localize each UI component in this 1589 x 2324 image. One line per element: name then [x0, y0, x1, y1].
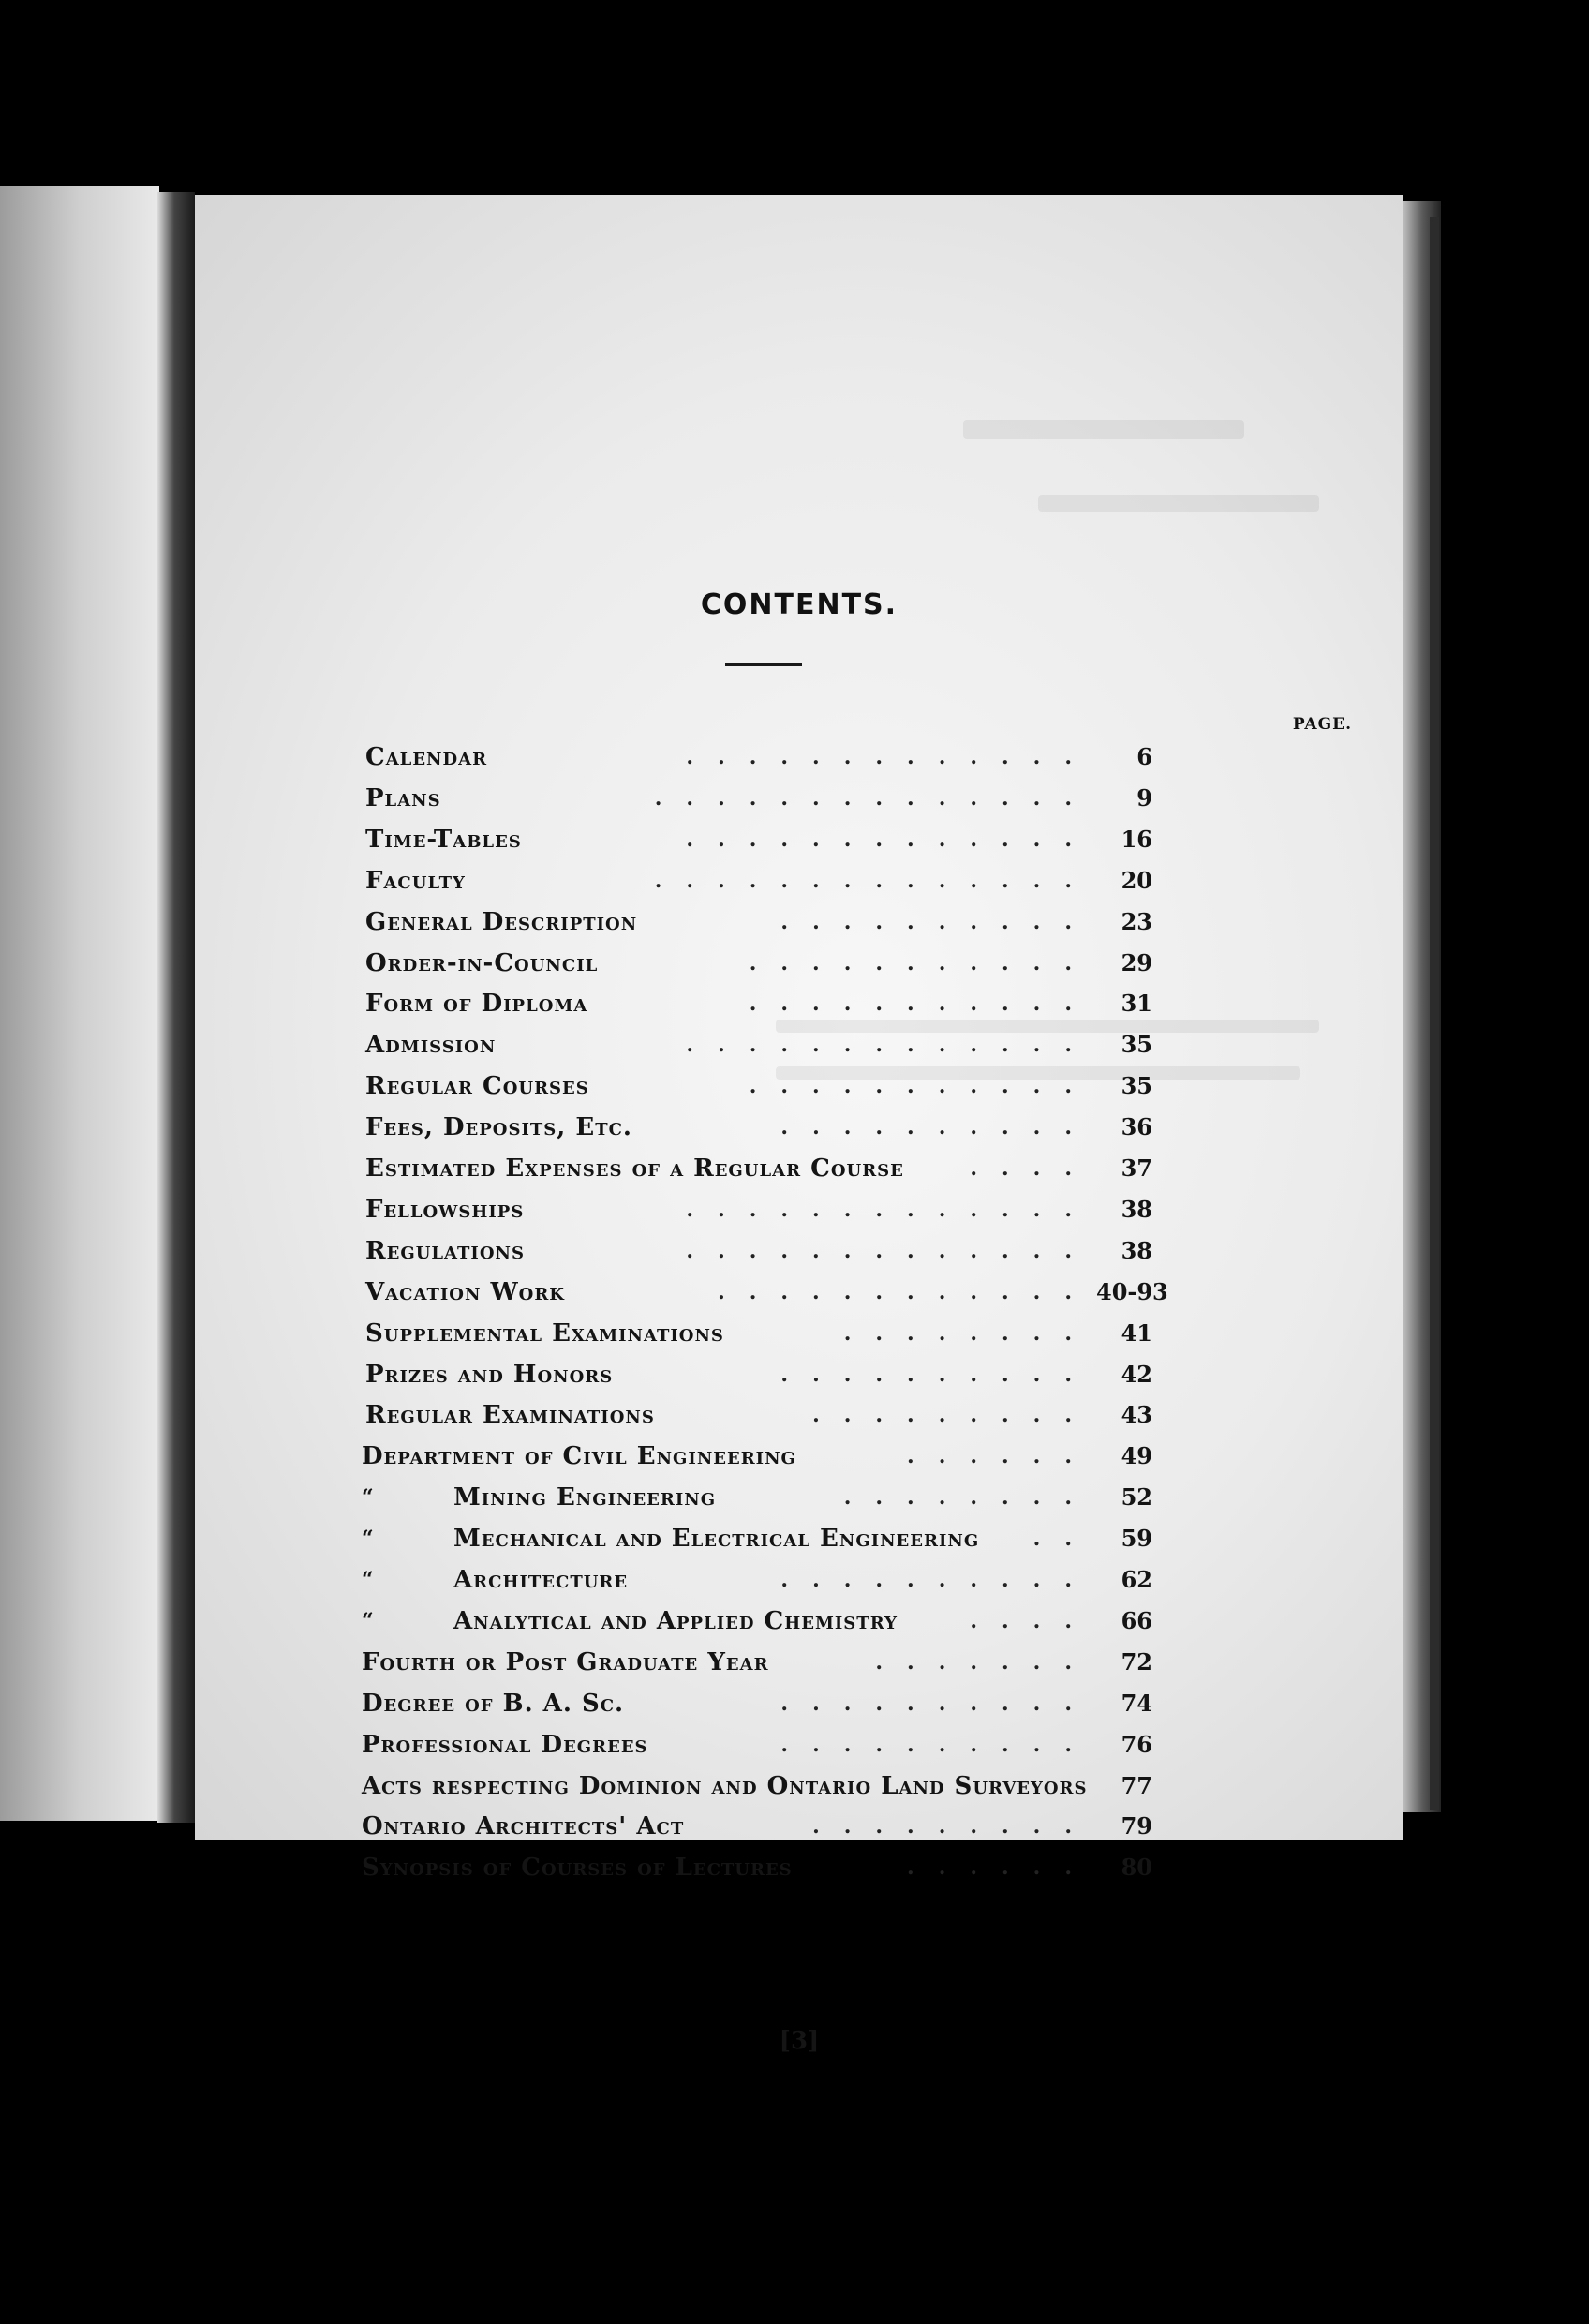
toc-entry-page-number: 35 [1121, 1031, 1152, 1059]
page-column-header: PAGE. [1292, 715, 1352, 734]
dot-leader: ............ [718, 1279, 1096, 1304]
page-title: CONTENTS. [700, 588, 898, 621]
toc-entry-page-number: 40-93 [1096, 1277, 1168, 1305]
toc-entry [362, 1559, 1152, 1601]
toc-entry [362, 1477, 1152, 1518]
dot-leader: ............. [686, 745, 1096, 769]
toc-entry-label: Department of Civil Engineering [362, 1442, 796, 1471]
dot-leader: ............. [686, 1033, 1096, 1058]
toc-entry [365, 1313, 1152, 1354]
toc-entry-page-number: 35 [1121, 1072, 1152, 1100]
toc-entry-label: Acts respecting Dominion and Ontario Land Surveyors [362, 1771, 1088, 1800]
toc-entry-label: Admission [365, 1031, 497, 1060]
previous-page-edge [0, 186, 159, 1821]
toc-entry [362, 1683, 1152, 1724]
toc-entry-page-number: 80 [1121, 1854, 1152, 1882]
dot-leader: .......... [780, 909, 1096, 934]
toc-entry-page-number: 42 [1121, 1360, 1152, 1388]
toc-entry-page-number: 29 [1121, 948, 1152, 976]
page-number-folio: [3] [779, 2027, 820, 2055]
toc-entry-label: Synopsis of Courses of Lectures [362, 1854, 793, 1883]
toc-entry [362, 1847, 1152, 1888]
toc-entry-page-number: 38 [1121, 1195, 1152, 1223]
toc-entry-label: Architecture [453, 1566, 629, 1594]
toc-entry-page-number: 66 [1121, 1606, 1152, 1634]
toc-entry-page-number: 9 [1136, 783, 1152, 812]
toc-entry-page-number: 43 [1121, 1401, 1152, 1429]
toc-entry-label: Prizes and Honors [365, 1360, 614, 1389]
dot-leader: ........ [843, 1485, 1096, 1511]
toc-entry-page-number: 41 [1121, 1318, 1152, 1347]
ditto-mark: “ [362, 1608, 374, 1633]
toc-entry [365, 819, 1152, 860]
dot-leader: ............. [686, 827, 1096, 852]
toc-entry-label: Mechanical and Electrical Engineering [453, 1525, 980, 1554]
ditto-mark: “ [362, 1527, 374, 1552]
toc-entry-label: Time-Tables [365, 825, 522, 854]
dot-leader: ........ [843, 1320, 1096, 1346]
toc-entry [362, 1724, 1152, 1765]
toc-entry-label: Faculty [365, 866, 466, 895]
dot-leader: ............. [686, 1238, 1096, 1263]
toc-entry [365, 1394, 1152, 1436]
toc-entry-page-number: 16 [1121, 825, 1152, 853]
toc-entry-label: Professional Degrees [362, 1730, 648, 1759]
toc-entry-page-number: 36 [1121, 1113, 1152, 1141]
toc-entry-label: Calendar [365, 743, 488, 771]
toc-entry-label: Fellowships [365, 1195, 525, 1224]
toc-entry-label: Regular Examinations [365, 1401, 655, 1430]
dot-leader: .. [1032, 1527, 1096, 1552]
dot-leader: ........... [749, 950, 1096, 976]
dot-leader: .......... [780, 1115, 1096, 1140]
toc-entry [362, 1436, 1152, 1477]
toc-entry-label: Fourth or Post Graduate Year [362, 1647, 769, 1676]
contents-list [195, 195, 1403, 1883]
toc-entry-page-number: 23 [1121, 907, 1152, 935]
toc-entry-page-number: 31 [1121, 990, 1152, 1018]
toc-entry [365, 1065, 1152, 1107]
book-gutter [157, 192, 195, 1823]
document-page [195, 195, 1403, 2055]
toc-entry [365, 1354, 1152, 1395]
toc-entry-page-number: 6 [1136, 743, 1152, 770]
toc-entry-page-number: 79 [1121, 1812, 1152, 1840]
toc-entry [365, 943, 1152, 984]
toc-entry [365, 737, 1152, 778]
toc-entry-page-number: 52 [1121, 1483, 1152, 1512]
toc-entry-label: Mining Engineering [453, 1483, 717, 1512]
dot-leader: ....... [875, 1649, 1096, 1675]
dot-leader: ...... [907, 1444, 1096, 1469]
dot-leader: .... [970, 1608, 1096, 1633]
toc-entry [362, 1642, 1152, 1683]
toc-entry-page-number: 49 [1121, 1442, 1152, 1470]
dot-leader: ........... [749, 1074, 1096, 1099]
toc-entry-page-number: 20 [1121, 866, 1152, 894]
toc-entry [365, 983, 1152, 1024]
toc-entry [365, 1189, 1152, 1230]
toc-entry-page-number: 76 [1121, 1730, 1152, 1758]
toc-entry-page-number: 62 [1121, 1566, 1152, 1593]
dot-leader: .... [970, 1156, 1096, 1181]
toc-entry [365, 1024, 1152, 1065]
toc-entry [365, 1230, 1152, 1272]
dot-leader: ......... [812, 1814, 1096, 1840]
dot-leader: .......... [780, 1362, 1096, 1387]
dot-leader: .......... [780, 1568, 1096, 1592]
toc-entry [362, 1765, 1152, 1807]
dot-leader: ............. [686, 1197, 1096, 1222]
toc-entry-label: Fees, Deposits, Etc. [365, 1113, 632, 1142]
dot-leader: .......... [780, 1732, 1096, 1757]
toc-entry-label: Supplemental Examinations [365, 1318, 724, 1348]
toc-entry [365, 860, 1152, 901]
dot-leader: .............. [654, 785, 1096, 811]
ditto-mark: “ [362, 1485, 374, 1511]
toc-entry-label: Regular Courses [365, 1072, 589, 1101]
toc-entry [362, 1518, 1152, 1559]
toc-entry [365, 901, 1152, 943]
toc-entry-label: Plans [365, 783, 441, 812]
ditto-mark: “ [362, 1568, 374, 1592]
toc-entry-label: Vacation Work [365, 1277, 565, 1306]
page-stack-edge-dark [1430, 217, 1439, 1810]
toc-entry-page-number: 38 [1121, 1236, 1152, 1264]
toc-entry-page-number: 59 [1121, 1525, 1152, 1553]
toc-entry-label: Analytical and Applied Chemistry [453, 1606, 898, 1635]
toc-entry-label: Form of Diploma [365, 990, 588, 1019]
toc-entry-label: General Description [365, 907, 638, 936]
toc-entry-page-number: 37 [1121, 1155, 1152, 1182]
dot-leader: .......... [780, 1691, 1096, 1716]
toc-entry [365, 1272, 1168, 1313]
toc-entry-page-number: 72 [1121, 1647, 1152, 1676]
toc-entry-page-number: 77 [1121, 1771, 1152, 1799]
toc-entry-label: Degree of B. A. Sc. [362, 1689, 625, 1718]
dot-leader: ......... [812, 1403, 1096, 1428]
dot-leader: ...... [907, 1855, 1096, 1881]
toc-entry [365, 1107, 1152, 1148]
dot-leader: .............. [654, 868, 1096, 893]
toc-entry-label: Order-in-Council [365, 948, 599, 977]
toc-entry-page-number: 74 [1121, 1689, 1152, 1717]
toc-entry [365, 1148, 1152, 1189]
toc-entry [365, 778, 1152, 819]
toc-entry-label: Regulations [365, 1236, 525, 1265]
toc-entry-label: Ontario Architects' Act [362, 1812, 685, 1841]
dot-leader: ........... [749, 991, 1096, 1017]
toc-entry [362, 1601, 1152, 1642]
toc-entry-label: Estimated Expenses of a Regular Course [365, 1155, 904, 1183]
toc-entry [362, 1806, 1152, 1847]
